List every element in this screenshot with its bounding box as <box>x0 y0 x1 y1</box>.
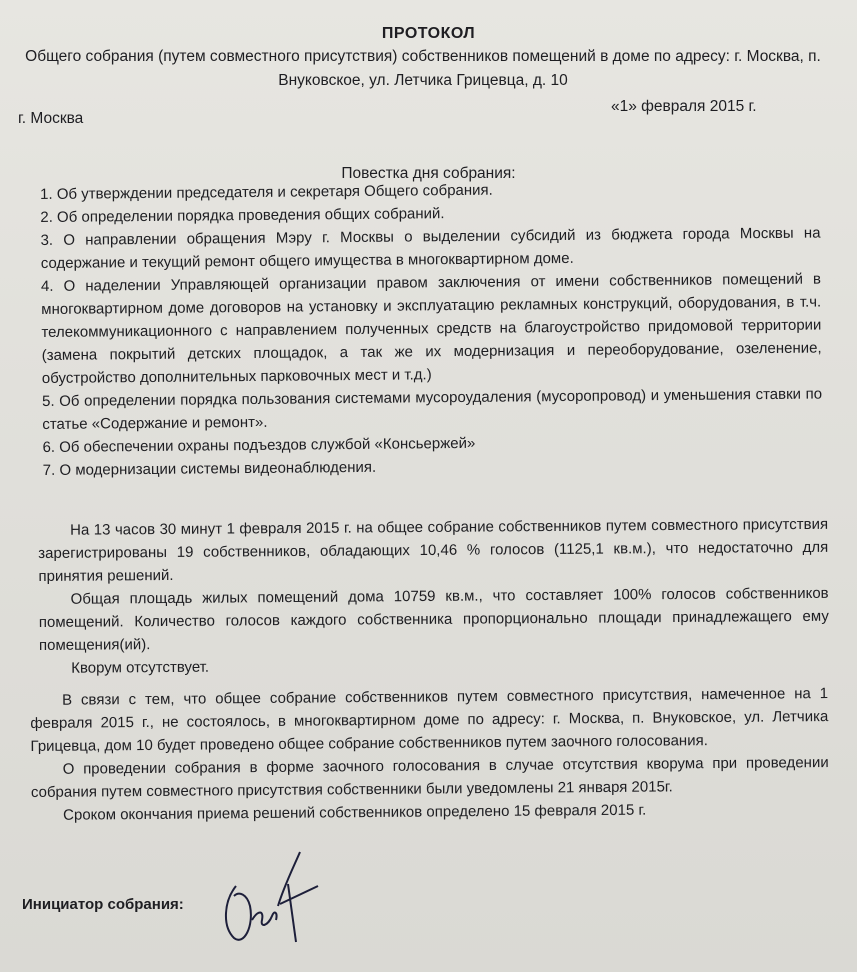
agenda-item: 4. О наделении Управляющей организации правом заключения от имени собственников помещений в многоквартирном доме договоров на установку и эксплуатацию рекламных конструкций, оборудования, в т.ч. телекоммуникационного с направлением полученных средств на благоустройство придомовой территории (замена покрытий детских площадок, а так же их модернизация и переоборудование, озеленение, обустройство дополнительных парковочных мест и т.д.) <box>40 270 822 387</box>
date-label: «1» февраля 2015 г. <box>611 98 757 115</box>
agenda-title: Повестка дня собрания: <box>341 165 516 182</box>
agenda-item: 7. О модернизации системы видеонаблюдения. <box>42 458 377 479</box>
absentee-vote-paragraph: В связи с тем, что общее собрание собственников путем совместного присутствия, намеченное на 1 февраля 2015 г., не состоялось, в многоквартирном доме по адресу: г. Москва, п. Внуковское, ул. Летчика Грицевца, дом 10 будет проведено общее собрание собственников путем заочного голосования. <box>30 685 829 755</box>
agenda-item: 5. Об определении порядка пользования системами мусороудаления (мусоропровод) и уменьшения ставки по статье «Содержание и ремонт». <box>42 385 823 433</box>
registration-paragraph: На 13 часов 30 минут 1 февраля 2015 г. на общее собрание собственников путем совместного присутствия зарегистрированы 19 собственников, обладающих 10,46 % голосов (1125,1 кв.м.), что недостаточно для принятия решений. <box>38 515 829 585</box>
area-paragraph: Общая площадь жилых помещений дома 10759 кв.м., что составляет 100% голосов собственников помещений. Количество голосов каждого собственника пропорционально площади принадлежащего ему помещения(ий). <box>38 584 829 654</box>
registration-section <box>38 513 829 680</box>
quorum-paragraph: Кворум отсутствует. <box>71 658 210 677</box>
deadline-paragraph: Сроком окончания приема решений собственников определено 15 февраля 2015 г. <box>63 801 647 824</box>
document-subtitle: Общего собрания (путем совместного присутствия) собственников помещений в доме по адресу: г. Москва, п. Внуковское, ул. Летчика Грицевца, д. 10 <box>25 48 821 89</box>
document-title: ПРОТОКОЛ <box>381 25 476 42</box>
city-label: г. Москва <box>18 110 84 127</box>
agenda-item: 3. О направлении обращения Мэру г. Москвы о выделении субсидий из бюджета города Москвы на содержание и текущий ремонт общего имущества в многоквартирном доме. <box>40 224 821 272</box>
agenda-item: 2. Об определении порядка проведения общих собраний. <box>40 205 445 226</box>
decision-section <box>30 682 829 827</box>
notification-paragraph: О проведении собрания в форме заочного голосования в случае отсутствия кворума при проведении собрания путем совместного присутствия собственники были уведомлены 21 января 2015г. <box>30 754 829 801</box>
signature-icon <box>214 846 324 956</box>
initiator-label: Инициатор собрания: <box>22 896 184 913</box>
agenda-item: 6. Об обеспечении охраны подъездов службой «Консьержей» <box>42 434 476 456</box>
agenda-item: 1. Об утверждении председателя и секретаря Общего собрания. <box>40 181 493 203</box>
agenda-list <box>40 176 823 482</box>
